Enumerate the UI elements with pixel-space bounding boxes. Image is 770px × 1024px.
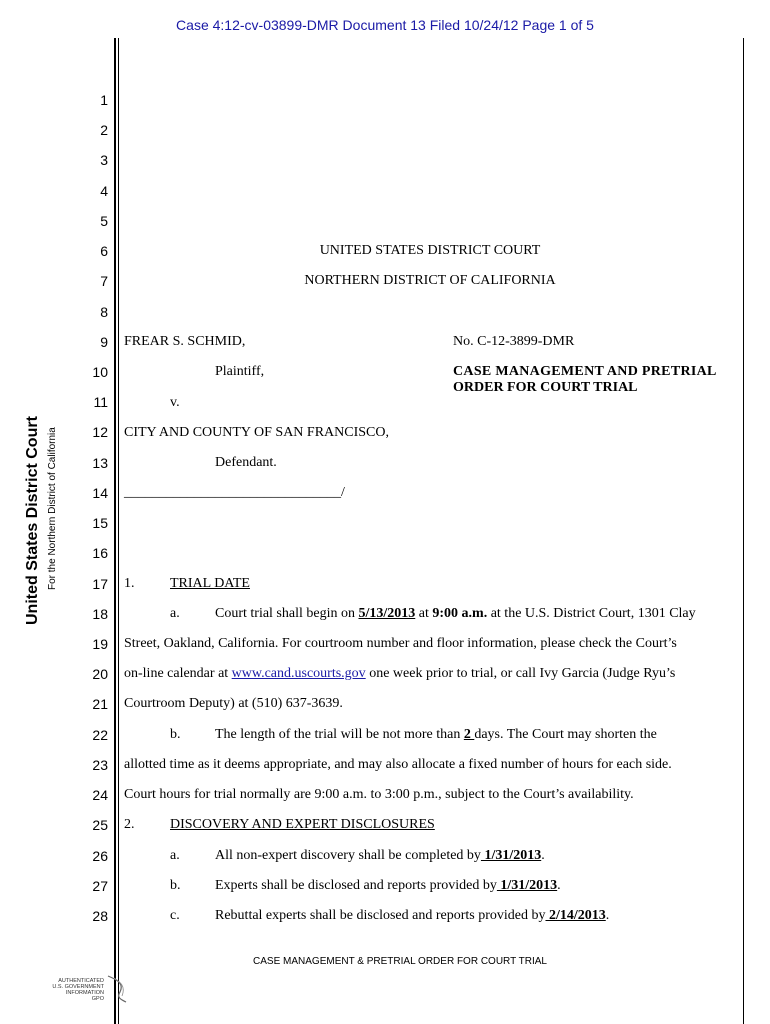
line-number: 17 bbox=[92, 575, 108, 592]
section2a-line: All non-expert discovery shall be completed by 1/31/2013. bbox=[215, 848, 545, 863]
section1a-line3-post: one week prior to trial, or call Ivy Garcia (Judge Ryu’s bbox=[365, 666, 676, 681]
order-title-line1: CASE MANAGEMENT AND PRETRIAL bbox=[453, 364, 717, 379]
section1b-line3: Court hours for trial normally are 9:00 a.m. to 3:00 p.m., subject to the Court’s availability. bbox=[124, 787, 634, 802]
defendant-role: Defendant. bbox=[215, 455, 277, 470]
section1a-label: a. bbox=[170, 606, 180, 621]
line-number: 24 bbox=[92, 787, 108, 804]
section2c-line: Rebuttal experts shall be disclosed and reports provided by 2/14/2013. bbox=[215, 908, 610, 923]
trial-date: 5/13/2013 bbox=[358, 606, 416, 621]
rebuttal-expert-date: 2/14/2013 bbox=[545, 908, 606, 923]
gpo-badge-line1: AUTHENTICATED bbox=[58, 978, 104, 984]
non-expert-discovery-date: 1/31/2013 bbox=[480, 848, 542, 863]
defendant-name: CITY AND COUNTY OF SAN FRANCISCO, bbox=[124, 425, 389, 440]
section1a-line1 bbox=[215, 606, 696, 622]
gpo-badge-line2: U.S. GOVERNMENT bbox=[52, 984, 104, 990]
section2a-text: All non-expert discovery shall be completed by bbox=[215, 848, 481, 863]
line-number: 22 bbox=[92, 726, 108, 743]
plaintiff-role: Plaintiff, bbox=[215, 364, 265, 379]
line-number: 15 bbox=[92, 515, 108, 532]
left-margin-rule-1 bbox=[114, 38, 116, 1024]
line-number: 3 bbox=[100, 152, 108, 169]
plaintiff-name: FREAR S. SCHMID, bbox=[124, 334, 246, 349]
page-footer: CASE MANAGEMENT & PRETRIAL ORDER FOR COURT TRIAL bbox=[253, 956, 547, 967]
case-number: No. C-12-3899-DMR bbox=[453, 334, 575, 349]
section2b-label: b. bbox=[170, 878, 181, 893]
section2b-text: Experts shall be disclosed and reports provided by bbox=[215, 878, 497, 893]
section1-heading: TRIAL DATE bbox=[170, 576, 250, 591]
order-title-line2: ORDER FOR COURT TRIAL bbox=[453, 380, 638, 395]
line-number: 25 bbox=[92, 817, 108, 834]
section1b-line1 bbox=[215, 727, 657, 743]
section2c-label: c. bbox=[170, 908, 180, 923]
section2c-text: Rebuttal experts shall be disclosed and reports provided by bbox=[215, 908, 546, 923]
line-number: 6 bbox=[100, 243, 108, 260]
line-number: 21 bbox=[92, 696, 108, 713]
line-number: 18 bbox=[92, 605, 108, 622]
section1a-text-mid: at bbox=[415, 606, 433, 621]
section1a-text-post: at the U.S. District Court, 1301 Clay bbox=[487, 606, 696, 621]
gpo-badge-line4: GPO bbox=[91, 996, 104, 1002]
line-number: 1 bbox=[100, 92, 108, 108]
case-header: Case 4:12-cv-03899-DMR Document 13 Filed 10/24/12 Page 1 of 5 bbox=[176, 17, 594, 33]
line-number: 16 bbox=[92, 545, 108, 562]
line-number: 10 bbox=[92, 363, 108, 380]
left-margin-rule-2 bbox=[118, 38, 119, 1024]
section1a-line4: Courtroom Deputy) at (510) 637-3639. bbox=[124, 696, 343, 711]
right-margin-rule bbox=[743, 38, 744, 1024]
line-number: 28 bbox=[92, 907, 108, 924]
line-number: 7 bbox=[100, 273, 108, 290]
section1-number: 1. bbox=[124, 576, 135, 591]
line-number: 19 bbox=[92, 635, 108, 652]
line-number: 14 bbox=[92, 484, 108, 501]
side-court-label: United States District Court bbox=[24, 416, 41, 625]
side-district-label: For the Northern District of California bbox=[47, 427, 58, 590]
section2-number: 2. bbox=[124, 817, 135, 832]
line-number: 13 bbox=[92, 454, 108, 471]
line-number: 8 bbox=[100, 303, 108, 320]
section2-heading: DISCOVERY AND EXPERT DISCLOSURES bbox=[170, 817, 435, 832]
trial-length-days: 2 bbox=[463, 727, 475, 742]
section2a-label: a. bbox=[170, 848, 180, 863]
section1b-text-post: days. The Court may shorten the bbox=[474, 727, 657, 742]
expert-disclosure-date: 1/31/2013 bbox=[496, 878, 558, 893]
section1b-line2: allotted time as it deems appropriate, and may also allocate a fixed number of hours for each side. bbox=[124, 757, 672, 772]
line-number: 23 bbox=[92, 756, 108, 773]
court-calendar-link[interactable]: www.cand.uscourts.gov bbox=[231, 666, 366, 681]
gpo-badge-line3: INFORMATION bbox=[65, 990, 104, 996]
line-number: 5 bbox=[100, 212, 108, 229]
trial-time: 9:00 a.m. bbox=[432, 606, 488, 621]
line-number: 9 bbox=[100, 333, 108, 350]
section1a-line3-pre: on-line calendar at bbox=[124, 666, 232, 681]
section1a-line2: Street, Oakland, California. For courtroom number and floor information, please check the Court’s bbox=[124, 636, 677, 651]
section1b-text-pre: The length of the trial will be not more than bbox=[215, 727, 464, 742]
line-number: 26 bbox=[92, 847, 108, 864]
line-number: 4 bbox=[100, 182, 108, 199]
section1a-text-pre: Court trial shall begin on bbox=[215, 606, 359, 621]
line-number: 11 bbox=[93, 394, 108, 411]
section1b-label: b. bbox=[170, 727, 181, 742]
section1a-line3 bbox=[124, 666, 675, 682]
gpo-authentication-badge bbox=[44, 978, 104, 1002]
line-number: 2 bbox=[100, 122, 108, 139]
section2b-line: Experts shall be disclosed and reports provided by 1/31/2013. bbox=[215, 878, 561, 893]
line-number: 12 bbox=[92, 424, 108, 441]
line-number: 20 bbox=[92, 666, 108, 683]
caption-underline: _______________________________/ bbox=[124, 485, 345, 500]
gpo-eagle-icon bbox=[104, 974, 130, 1004]
versus: v. bbox=[170, 395, 180, 410]
court-name-line1: UNITED STATES DISTRICT COURT bbox=[319, 243, 541, 258]
line-number: 27 bbox=[92, 877, 108, 894]
court-name-line2: NORTHERN DISTRICT OF CALIFORNIA bbox=[304, 273, 556, 288]
